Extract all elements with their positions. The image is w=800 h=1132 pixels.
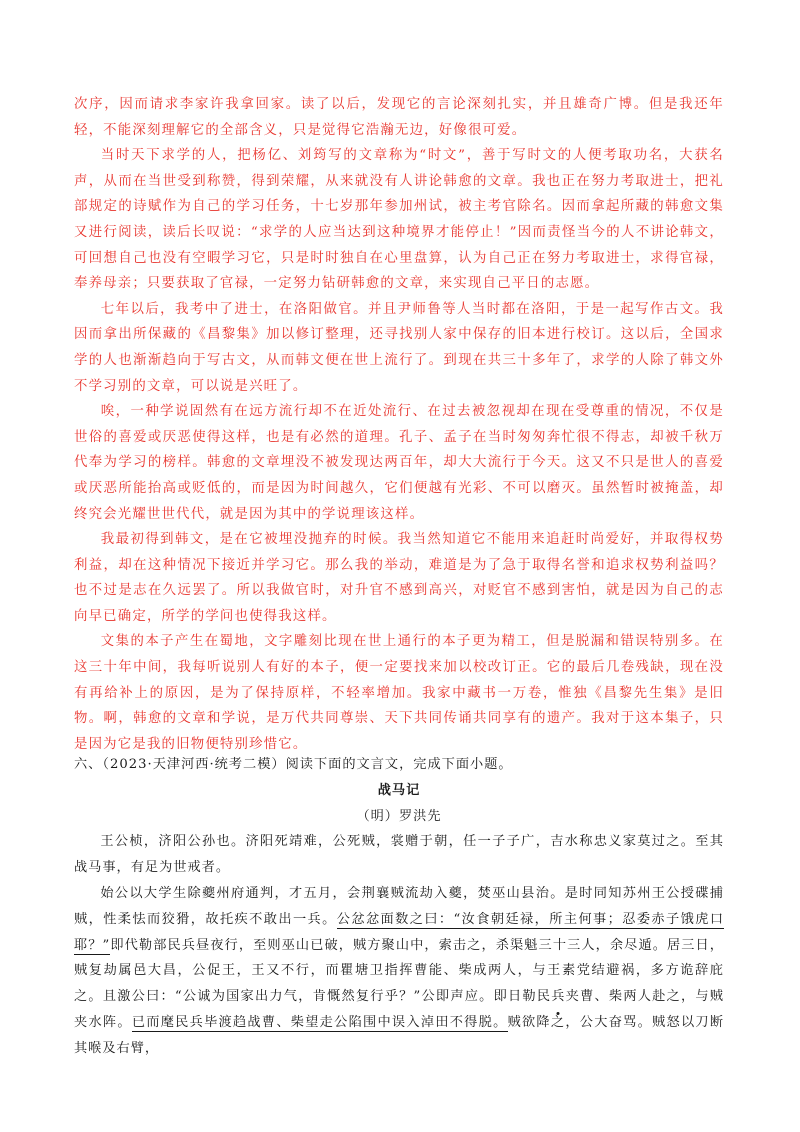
passage-text: ，公大奋骂。贼怒以刀断其喉及右臂， [74, 1014, 725, 1056]
translation-paragraph: 当时天下求学的人，把杨亿、刘筠写的文章称为“时文”，善于写时文的人便考取功名，大获名声，从而在当世受到称赞，得到荣耀，从来就没有人讲论韩愈的文章。我也正在努力考取进士，把礼部规定的诗赋作为自己的学习任务，十七岁那年参加州试，被主考官除名。因而拿起所藏的韩愈文集又进行阅读，读后长叹说：“求学的人应当达到这种境界才能停止！”因而责怪当今的人不讲论韩文，可回想自己也没有空暇学习它，只是时时独自在心里盘算，认为自己正在努力考取进士，求得官禄，奉养母亲；只要获取了官禄，一定努力钻研韩愈的文章，来实现自己平日的志愿。 [74, 148, 724, 292]
translation-paragraph: 次序，因而请求李家许我拿回家。读了以后，发现它的言论深刻扎实，并且雄奇广博。但是我还年轻，不能深刻理解它的全部含义，只是觉得它浩瀚无边，好像很可爱。 [74, 97, 724, 138]
underlined-sentence: 公忿忿面数之曰：“汝食朝廷禄，所主何事；忍委赤子饿虎口耶？” [74, 911, 725, 953]
passage-paragraph: 王公桢，济阳公孙也。济阳死靖难，公死贼，裳赠于朝，任一子子广，吉水称忠义家莫过之。至其战马事，有足为世戒者。 [74, 834, 724, 876]
question-section [74, 752, 724, 1062]
passage-paragraph [74, 881, 724, 1062]
passage-text: 贼欲降 [507, 1014, 551, 1030]
underlined-sentence: 已而麾民兵毕渡趋战曹、柴望走公陷围中误入淖田不得脱。 [131, 1014, 508, 1030]
passage-text: 始公以大学生除夔州府通判，才五月，会荆襄贼流劫入夔，焚巫山县治。是时同知苏州王公授碟捕贼，性柔怯而狡猾，故托疾不敢出一兵。 [74, 885, 724, 927]
question-heading: 六、（2023·天津河西·统考二模）阅读下面的文言文，完成下面小题。 [74, 757, 513, 772]
translation-paragraph: 文集的本子产生在蜀地，文字雕刻比现在世上通行的本子更为精工，但是脱漏和错误特别多。在这三十年中间，我每听说别人有好的本子，便一定要找来加以校改订正。它的最后几卷残缺，现在没有再给补上的原因，是为了保持原样，不轻率增加。我家中藏书一万卷，惟独《昌黎先生集》是旧物。啊，韩愈的文章和学说，是万代共同尊崇、天下共同传诵共同享有的遗产。我对于这本集子，只是因为它是我的旧物便特别珍惜它。 [74, 634, 724, 752]
passage-title: 战马记 [377, 782, 421, 798]
translation-section [74, 92, 724, 757]
passage-author: （明）罗洪先 [356, 808, 442, 824]
emphasis-dot-char: 之 [550, 1014, 566, 1030]
translation-paragraph: 七年以后，我考中了进士，在洛阳做官。并且尹师鲁等人当时都在洛阳，于是一起写作古文。我因而拿出所保藏的《昌黎集》加以修订整理，还寻找别人家中保存的旧本进行校订。这以后，全国求学的人也渐渐趋向于写古文，从而韩文便在世上流行了。到现在共三十多年了，求学的人除了韩文外不学习别的文章，可以说是兴旺了。 [74, 301, 724, 394]
translation-paragraph: 我最初得到韩文，是在它被埋没抛弃的时候。我当然知道它不能用来追赶时尚爱好，并取得权势利益，却在这种情况下接近并学习它。那么我的举动，难道是为了急于取得名誉和追求权势利益吗？也不过是志在久远罢了。所以我做官时，对升官不感到高兴，对贬官不感到害怕，就是因为自己的志向早已确定，所学的学问也使得我这样。 [74, 532, 724, 624]
translation-paragraph: 唉，一种学说固然有在远方流行却不在近处流行、在过去被忽视却在现在受尊重的情况，不仅是世俗的喜爱或厌恶使得这样，也是有必然的道理。孔子、孟子在当时匆匆奔忙很不得志，却被千秋万代奉为学习的榜样。韩愈的文章埋没不被发现达两百年，却大大流行于今天。这又不只是世人的喜爱或厌恶所能抬高或贬低的，而是因为时间越久，它们便越有光彩、不可以磨灭。虽然暂时被掩盖，却终究会光耀世世代代，就是因为其中的学说理该这样。 [74, 404, 724, 522]
passage-text: 即代勒部民兵昼夜行，至则巫山已破，贼方聚山中，索击之，杀渠魁三十三人，余尽遁。居三日，贼复劫属邑大昌，公促王，王又不行，而瞿塘卫指挥曹能、柴成两人，与王素党结避祸，多方诡辞庇之。且激公曰：“公诚为国家出力气，肯慨然复行乎？”公即声应。即日勒民兵夹曹、柴两人赴之，与贼夹水阵。 [74, 937, 724, 1030]
